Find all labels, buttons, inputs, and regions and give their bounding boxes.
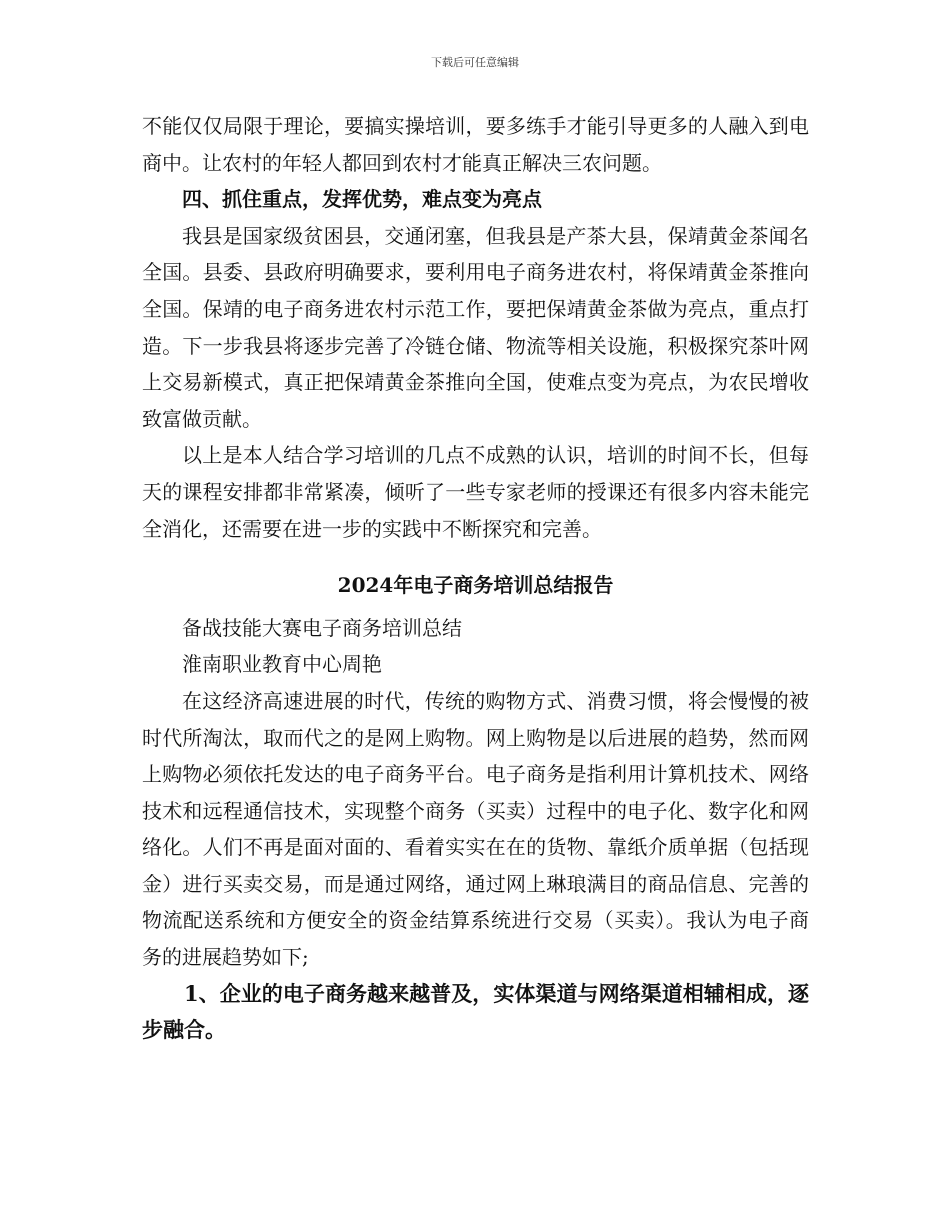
header-note: 下载后可任意编辑	[431, 56, 519, 69]
paragraph-baojing-tea: 我县是国家级贫困县，交通闭塞，但我县是产茶大县，保靖黄金茶闻名全国。县委、县政府明确要求，要利用电子商务进农村，将保靖黄金茶推向全国。保靖的电子商务进农村示范工作，要把保靖黄金茶做为亮点，重点打造。下一步我县将逐步完善了冷链仓储、物流等相关设施，积极探究茶叶网上交易新模式，真正把保靖黄金茶推向全国，使难点变为亮点，为农民增收致富做贡献。	[142, 223, 809, 431]
report-subtitle: 备战技能大赛电子商务培训总结	[182, 615, 462, 640]
paragraph-conclusion: 以上是本人结合学习培训的几点不成熟的认识，培训的时间不长，但每天的课程安排都非常紧凑，倾听了一些专家老师的授课还有很多内容未能完全消化，还需要在进一步的实践中不断探究和完善。	[142, 443, 809, 541]
paragraph-ecommerce-intro: 在这经济高速进展的时代，传统的购物方式、消费习惯，将会慢慢的被时代所淘汰，取而代之的是网上购物。网上购物是以后进展的趋势，然而网上购物必须依托发达的电子商务平台。电子商务是指利用计算机技术、网络技术和远程通信技术，实现整个商务（买卖）过程中的电子化、数字化和网络化。人们不再是面对面的、看着实实在在的货物、靠纸介质单据（包括现金）进行买卖交易，而是通过网络，通过网上琳琅满目的商品信息、完善的物流配送系统和方便安全的资金结算系统进行交易（买卖）。我认为电子商务的进展趋势如下;	[142, 688, 809, 970]
document-body	[142, 108, 809, 1049]
paragraph-continued: 不能仅仅局限于理论，要搞实操培训，要多练手才能引导更多的人融入到电商中。让农村的年轻人都回到农村才能真正解决三农问题。	[142, 114, 809, 175]
report-title: 2024年电子商务培训总结报告	[337, 573, 614, 598]
trend-item-1: 1、企业的电子商务越来越普及，实体渠道与网络渠道相辅相成，逐步融合。	[142, 980, 809, 1043]
section-heading-4: 四、抓住重点，发挥优势，难点变为亮点	[182, 187, 542, 212]
report-author: 淮南职业教育中心周艳	[182, 652, 382, 677]
